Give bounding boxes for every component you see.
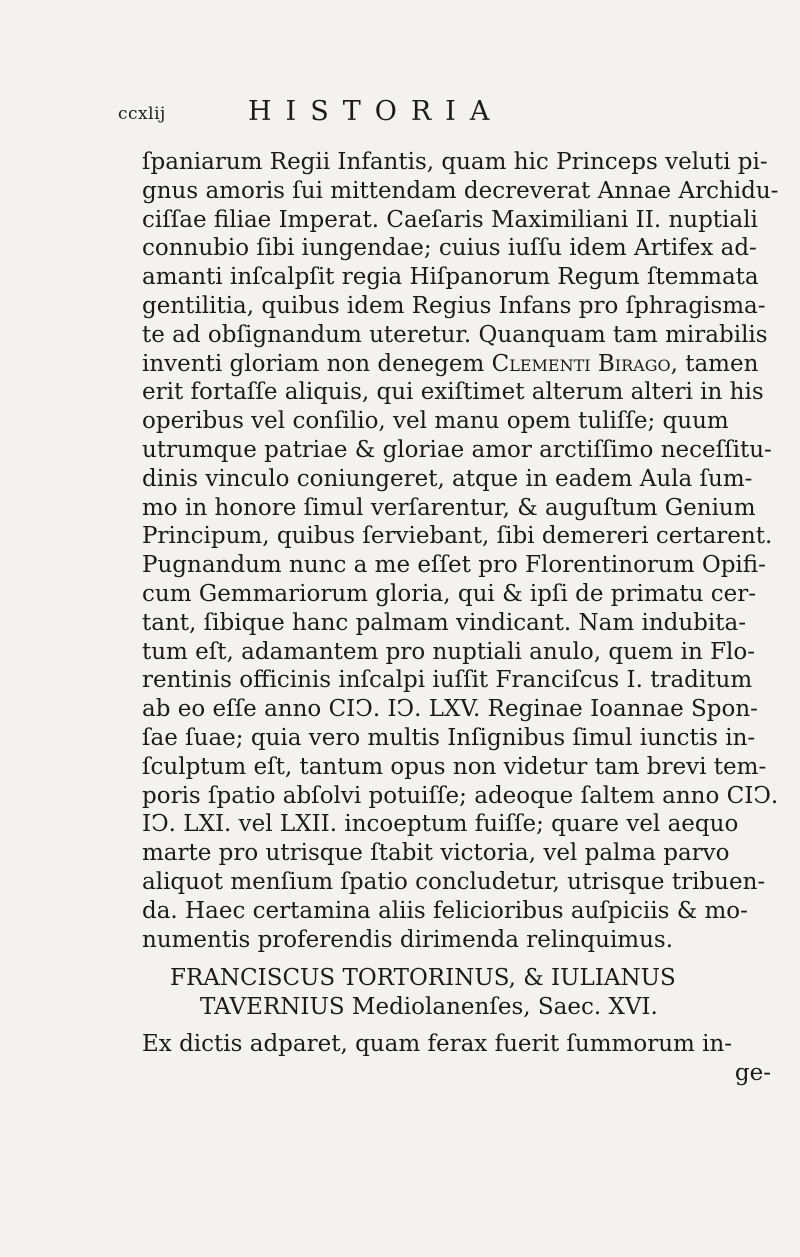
text-line: da. Haec certamina aliis felicioribus auſpiciis & mo-	[142, 897, 748, 924]
text-line: connubio ſibi iungendae; cuius iuſſu idem Artifex ad-	[142, 235, 757, 262]
text-line: gentilitia, quibus idem Regius Infans pro ſphragisma-	[142, 292, 766, 319]
text-line: marte pro utrisque ſtabit victoria, vel palma parvo	[142, 840, 730, 867]
text-line: rentinis officinis inſcalpi iuſſit Franciſcus I. traditum	[142, 667, 753, 694]
text-line: ſculptum eſt, tantum opus non videtur tam brevi tem-	[142, 753, 767, 780]
text-line: ſpaniarum Regii Infantis, quam hic Princeps veluti pi-	[142, 149, 768, 175]
page-number: ccxlij	[118, 104, 166, 124]
text-line: tum eſt, adamantem pro nuptiali anulo, quem in Flo-	[142, 638, 756, 665]
running-title: HISTORIA	[248, 96, 504, 127]
text-line: ab eo eſſe anno CIↃ. IↃ. LXV. Reginae Ioannae Spon-	[142, 696, 758, 723]
text-line: te ad obſignandum uteretur. Quanquam tam mirabilis	[142, 321, 768, 348]
text-line: IↃ. LXI. vel LXII. incoeptum fuiſſe; quare vel aequo	[142, 811, 739, 838]
text-line: numentis proferendis dirimenda relinquimus.	[142, 926, 674, 953]
text-line: Pugnandum nunc a me eſſet pro Florentinorum Opifi-	[142, 552, 766, 579]
section-heading-subline: TAVERNIUS Mediolanenſes, Saec. XVI.	[200, 994, 658, 1021]
page-header	[118, 96, 738, 136]
text-line: ciſſae filiae Imperat. Caeſaris Maximiliani II. nuptiali	[142, 206, 758, 233]
text-line: dinis vinculo coniungeret, atque in eadem Aula ſum-	[142, 465, 753, 492]
text-line: tant, ſibique hanc palmam vindicant. Nam indubita-	[142, 609, 746, 636]
text-line: poris ſpatio abſolvi potuiſſe; adeoque ſaltem anno CIↃ.	[142, 782, 779, 809]
text-line: ſae ſuae; quia vero multis Inſignibus ſimul iunctis in-	[142, 724, 756, 751]
text-line: erit fortaſſe aliquis, qui exiſtimet alterum alteri in his	[142, 379, 764, 406]
text-fragment: , tamen	[670, 350, 759, 377]
catchword: ge-	[734, 1059, 771, 1086]
spacer	[142, 954, 797, 964]
text-line: operibus vel conſilio, vel manu opem tuliſſe; quum	[142, 408, 729, 435]
text-line: utrumque patriae & gloriae amor arctiſſimo neceſſitu-	[142, 436, 772, 463]
artist-name: Clementi Birago	[491, 350, 671, 377]
text-line: Principum, quibus ſerviebant, ſibi demereri certarent.	[142, 523, 773, 550]
section-heading: FRANCISCUS TORTORINUS, & IULIANUS	[170, 965, 676, 992]
text-line: mo in honore ſimul verſarentur, & auguſtum Genium	[142, 494, 756, 521]
text-line: Ex dictis adparet, quam ferax fuerit ſummorum in-	[142, 1030, 733, 1057]
body-text	[142, 148, 797, 1088]
text-fragment: inventi gloriam non denegem	[142, 350, 485, 377]
text-line: amanti inſcalpſit regia Hiſpanorum Regum ſtemmata	[142, 264, 759, 291]
text-line: aliquot menſium ſpatio concludetur, utrisque tribuen-	[142, 868, 766, 895]
text-line: gnus amoris ſui mittendam decreverat Annae Archidu-	[142, 177, 779, 204]
text-line: cum Gemmariorum gloria, qui & ipſi de primatu cer-	[142, 580, 756, 607]
text-line-with-name	[142, 350, 797, 379]
